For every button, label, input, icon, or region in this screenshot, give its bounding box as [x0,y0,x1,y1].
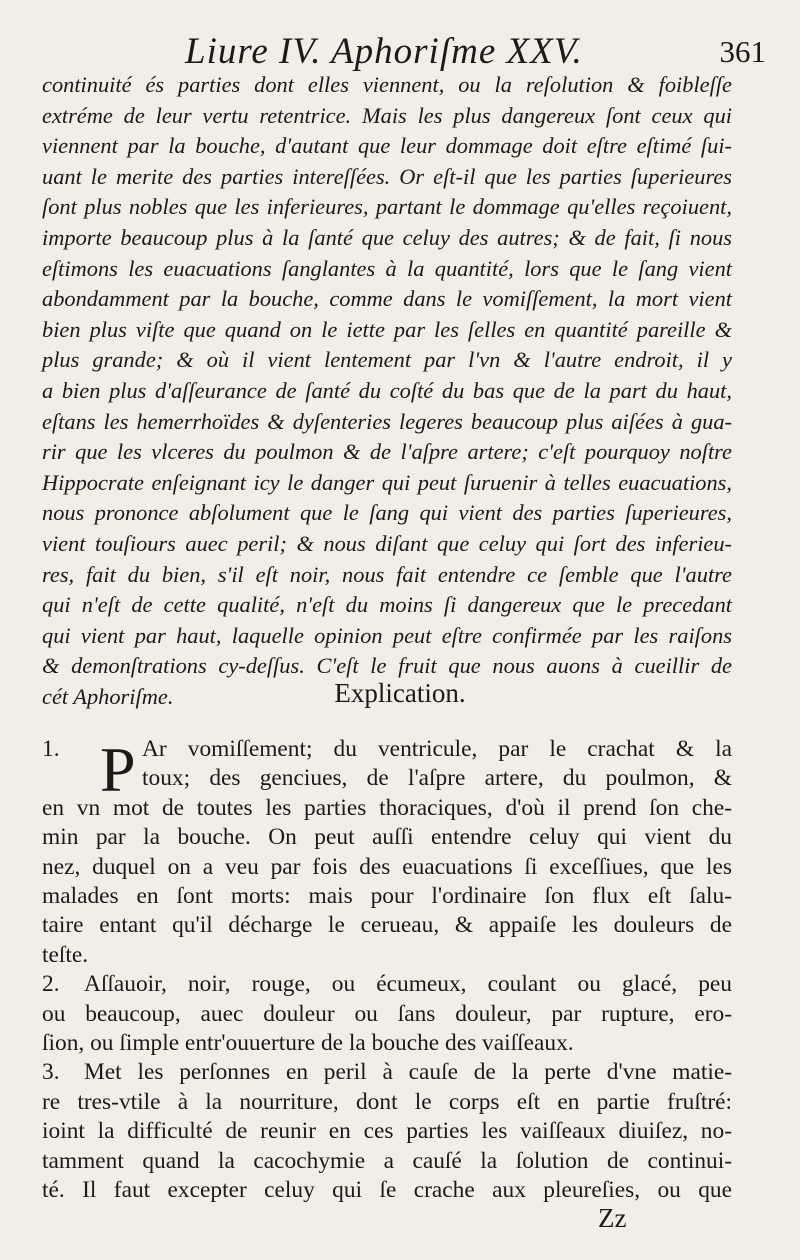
text-line: bien plus viſte que quand on le iette par les ſelles en quantité pareille & [42,316,732,342]
text-line: rir que les vlceres du poulmon & de l'aſpre artere; c'eſt pourquoy noſtre [42,439,732,465]
text-line: Aſſauoir, noir, rouge, ou écumeux, coulant ou glacé, peu [84,971,732,998]
text-line: Ar vomiſſement; du ventricule, par le crachat & la [142,736,732,762]
text-line: importe beaucoup plus à la ſanté que celuy des autres; & de fait, ſi nous [42,224,732,250]
text-line: nous prononce abſolument que le ſang qui vient des parties ſuperieures, [42,500,732,526]
text-line: res, fait du bien, s'il eſt noir, nous fait entendre ce ſemble que l'autre [42,561,732,587]
text-line: ſont plus nobles que les inferieures, partant le dommage qu'elles reçoiuent, [42,194,732,220]
text-line: cét Aphoriſme. [42,683,174,709]
paragraph-number: 3. [42,1059,60,1086]
drop-capital: P [100,734,136,805]
text-line: eſtans les hemerrhoïdes & dyſenteries legeres beaucoup plus aiſées à gua- [42,408,732,434]
text-line: ou beaucoup, auec douleur ou ſans douleur, par rupture, ero- [42,1000,732,1027]
text-line: continuité és parties dont elles viennent, ou la reſolution & foibleſſe [42,72,732,97]
text-line: toux; des genciues, de l'aſpre artere, du poulmon, & [142,765,732,792]
text-line: vient touſiours auec peril; & nous diſant que celuy qui ſort des inferieu- [42,530,732,556]
text-line: malades en ſont morts: mais pour l'ordinaire ſon flux eſt ſalu- [42,883,732,910]
text-line: qui vient par haut, laquelle opinion peut eſtre confirmée par les raiſons [42,622,732,648]
text-line: ſion, ou ſimple entr'ouuerture de la bouche des vaiſſeaux. [42,1030,574,1057]
text-line: Hippocrate enſeignant icy le danger qui peut ſuruenir à telles euacuations, [42,469,732,495]
paragraph-number: 2. [42,971,60,998]
text-line: té. Il faut excepter celuy qui ſe crache aux pleureſies, ou que [42,1177,732,1204]
text-line: re tres-vtile à la nourriture, dont le corps eſt en partie fruſtré: [42,1088,732,1115]
explication-paragraph-3 [42,1058,732,1205]
page-number: 361 [719,34,766,69]
text-line: a bien plus d'aſſeurance de ſanté du coſté du bas que de la part du haut, [42,377,732,403]
text-line: viennent par la bouche, d'autant que leur dommage doit eſtre eſtimé ſui- [42,133,732,159]
section-heading: Explication. [334,678,466,708]
text-line: extréme de leur vertu retentrice. Mais les plus dangereux ſont ceux qui [42,102,732,128]
text-line: & demonſtrations cy-deſſus. C'eſt le fruit que nous auons à cueillir de [42,653,732,679]
text-line: Met les perſonnes en peril à cauſe de la perte d'vne matie- [84,1059,732,1086]
text-line: en vn mot de toutes les parties thoraciques, d'où il prend ſon che- [42,794,732,821]
text-line: teſte. [42,941,89,968]
text-line: nez, duquel on a veu par fois des euacuations ſi exceſſiues, que les [42,853,732,880]
page-header [40,26,770,74]
paragraph-number: 1. [42,736,60,762]
explication-paragraph-1 [42,735,732,970]
text-line: taire entant qu'il décharge le cerueau, & appaiſe les douleurs de [42,912,732,939]
explication-text [42,735,732,1206]
text-line: ioint la difficulté de reunir en ces parties les vaiſſeaux diuiſez, no- [42,1118,732,1145]
running-title: Liure IV. Aphoriſme XXV. [185,31,583,72]
text-line: uant le merite des parties intereſſées. Or eſt-il que les parties ſuperieures [42,163,732,189]
commentary-italic-text [42,70,732,712]
text-line: plus grande; & où il vient lentement par l'vn & l'autre endroit, il y [42,347,732,373]
explication-paragraph-2 [42,970,732,1058]
signature-mark: Zz [598,1203,627,1233]
text-line: min par la bouche. On peut auſſi entendre celuy qui vient du [42,824,732,851]
text-line: abondamment par la bouche, comme dans le vomiſſement, la mort vient [42,286,732,312]
text-line: qui n'eſt de cette qualité, n'eſt du moins ſi dangereux que le precedant [42,592,732,618]
text-line: tamment quand la cacochymie a cauſé la ſolution de continui- [42,1147,732,1174]
text-line: eſtimons les euacuations ſanglantes à la quantité, lors que le ſang vient [42,255,732,281]
